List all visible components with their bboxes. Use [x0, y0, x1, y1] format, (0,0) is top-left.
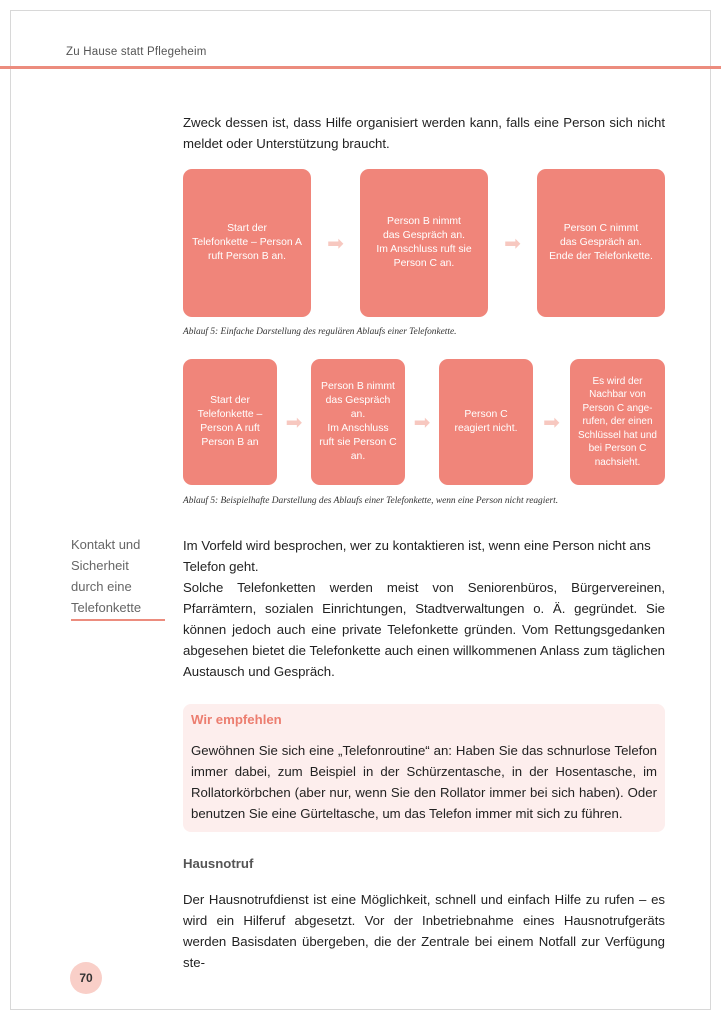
flow1-step-3: Person C nimmt das Gespräch an. Ende der Telefonkette.: [537, 169, 665, 317]
page-frame: [10, 10, 711, 1010]
flow2-step-2: Person B nimmt das Gespräch an. Im Anschluss ruft sie Person C an.: [311, 359, 405, 485]
header-rule: [0, 66, 721, 69]
recommendation-body: Gewöhnen Sie sich eine „Telefonroutine“ an: Haben Sie das schnurlose Telefon immer dabei, zum Beispiel in der Schürzentasche, in der Hosentasche, im Rollatorkörbchen (aber nur, wenn Sie den Rollator immer bei sich haben). Oder benutzen Sie eine Gürteltasche, um das Telefon immer mit sich zu führen.: [191, 743, 657, 821]
flow2-caption: Ablauf 5: Beispielhafte Darstellung des Ablaufs einer Telefonkette, wenn eine Person nicht reagiert.: [183, 496, 559, 506]
intro-paragraph: Zweck dessen ist, dass Hilfe organisiert werden kann, falls eine Person sich nicht meldet oder Unterstützung braucht.: [183, 115, 665, 151]
flow1-step-1: Start der Telefonkette – Person A ruft Person B an.: [183, 169, 311, 317]
flow2-step-1: Start der Telefonkette – Person A ruft Person B an: [183, 359, 277, 485]
recommendation-title: Wir empfehlen: [191, 712, 282, 727]
paragraph-1: Im Vorfeld wird besprochen, wer zu kontaktieren ist, wenn eine Person nicht ans Telefon geht.: [183, 538, 651, 574]
arrow-icon: ➡: [543, 411, 560, 434]
paragraph-2: Solche Telefonketten werden meist von Seniorenbüros, Bürgervereinen, Pfarrämtern, sozialen Einrichtungen, Stadtverwaltungen o. Ä. gegründet. Sie können jedoch auch eine private Telefonkette gründen. Vom Rettungsgedanken abgesehen bietet die Telefonkette auch einen willkommenen Anlass zum täglichen Austausch und Gespräch.: [183, 580, 665, 679]
page-number: 70: [70, 962, 102, 994]
arrow-icon: ➡: [327, 232, 344, 255]
running-head: Zu Hause statt Pflegeheim: [66, 46, 207, 58]
flow1-caption: Ablauf 5: Einfache Darstellung des regulären Ablaufs einer Telefonkette.: [183, 327, 457, 337]
side-note: Kontakt und Sicherheit durch eine Telefonkette: [71, 537, 142, 615]
recommendation-box: [183, 704, 665, 832]
flow2-step-3: Person C reagiert nicht.: [439, 359, 533, 485]
arrow-icon: ➡: [285, 411, 303, 434]
subheading-hausnotruf: Hausnotruf: [183, 856, 254, 871]
arrow-icon: ➡: [504, 232, 521, 255]
paragraph-3: Der Hausnotrufdienst ist eine Möglichkeit, schnell und einfach Hilfe zu rufen – es wird ein Hilferuf abgesetzt. Vor der Inbetriebnahme eines Hausnotrufgeräts werden Basisdaten übergeben, die der Zentrale bei einem Notfall zur Verfügung ste-: [183, 892, 665, 970]
arrow-icon: ➡: [413, 411, 431, 434]
flow1-step-2: Person B nimmt das Gespräch an. Im Anschluss ruft sie Person C an.: [360, 169, 488, 317]
side-note-rule: [71, 619, 165, 621]
flow-diagram-regular: [183, 169, 665, 317]
flow-diagram-no-response: [183, 359, 665, 485]
flow2-step-4: Es wird der Nachbar von Person C ange- rufen, der einen Schlüssel hat und bei Person C nachsieht.: [570, 359, 665, 485]
